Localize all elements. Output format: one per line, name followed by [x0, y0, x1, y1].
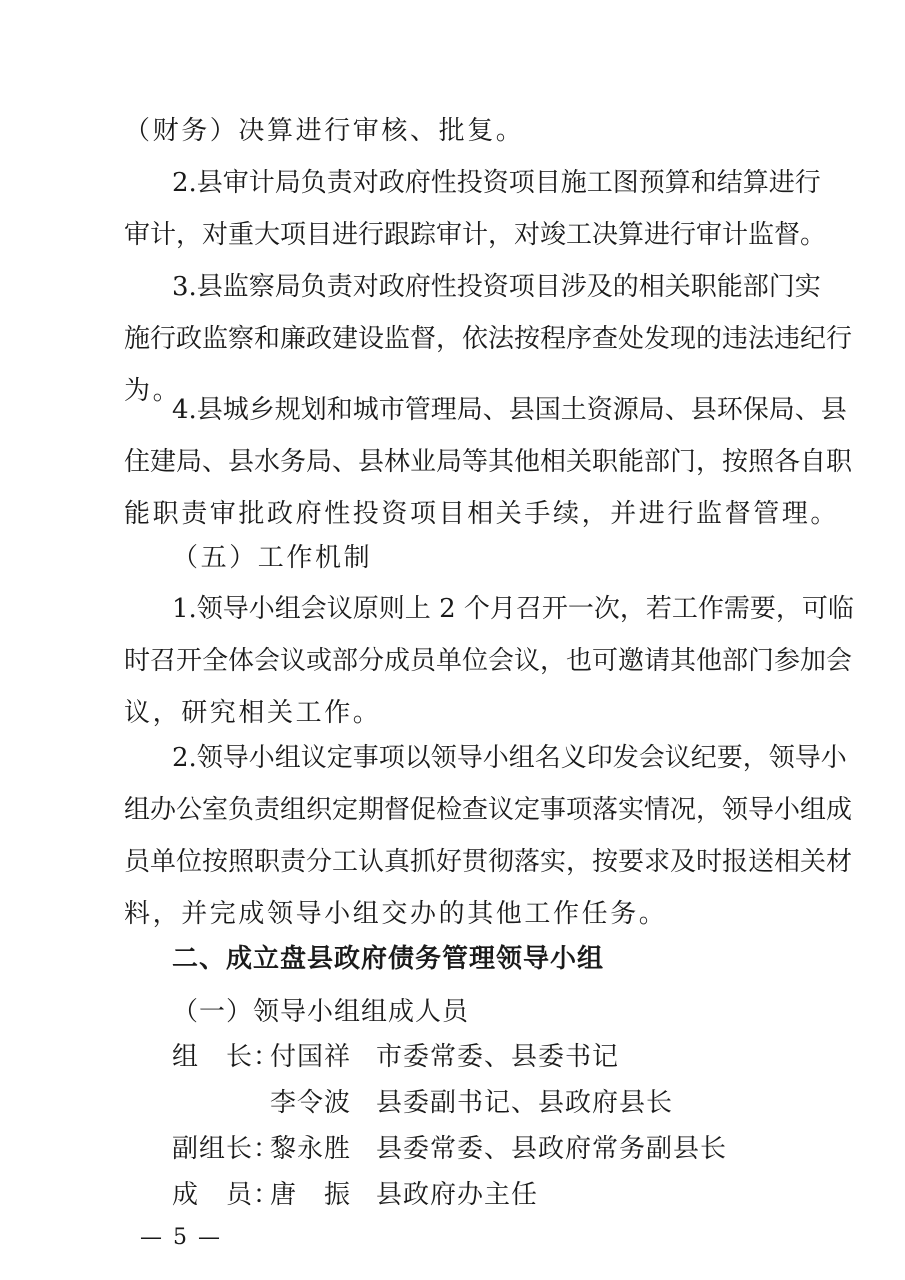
paragraph-line: 3.县监察局负责对政府性投资项目涉及的相关职能部门实 [172, 272, 821, 302]
paragraph-line: 4.县城乡规划和城市管理局、县国土资源局、县环保局、县 [172, 395, 847, 425]
paragraph-line: 1.领导小组会议原则上 2 个月召开一次，若工作需要，可临 [172, 594, 854, 624]
paragraph-line: 时召开全体会议或部分成员单位会议，也可邀请其他部门参加会 [124, 646, 853, 676]
section-heading: （五）工作机制 [172, 543, 373, 573]
section-heading: （一）领导小组组成人员 [172, 997, 470, 1027]
member-title: 县政府办主任 [376, 1180, 539, 1210]
paragraph-line: 议，研究相关工作。 [124, 698, 382, 728]
member-role: 组 长： [172, 1042, 281, 1072]
paragraph-line: 料，并完成领导小组交办的其他工作任务。 [124, 899, 668, 929]
chapter-heading: 二、成立盘县政府债务管理领导小组 [172, 944, 605, 974]
member-title: 县委常委、县政府常务副县长 [376, 1134, 728, 1164]
paragraph-line: 2.领导小组议定事项以领导小组名义印发会议纪要，领导小 [172, 743, 847, 773]
member-role: 成 员： [172, 1180, 281, 1210]
paragraph-line: （财务）决算进行审核、批复。 [124, 116, 525, 146]
paragraph-line: 为。 [124, 376, 182, 406]
member-name: 唐 振 [270, 1180, 352, 1210]
paragraph-line: 2.县审计局负责对政府性投资项目施工图预算和结算进行 [172, 168, 821, 198]
page-number: — 5 — [140, 1225, 222, 1250]
paragraph-line: 审计，对重大项目进行跟踪审计，对竣工决算进行审计监督。 [124, 220, 827, 250]
paragraph-line: 组办公室负责组织定期督促检查议定事项落实情况，领导小组成 [124, 795, 853, 825]
paragraph-line: 住建局、县水务局、县林业局等其他相关职能部门，按照各自职 [124, 447, 853, 477]
member-name: 李令波 [270, 1088, 352, 1118]
paragraph-line: 员单位按照职责分工认真抓好贯彻落实，按要求及时报送相关材 [124, 847, 853, 877]
member-name: 黎永胜 [270, 1134, 352, 1164]
member-name: 付国祥 [270, 1042, 352, 1072]
paragraph-line: 施行政监察和廉政建设监督，依法按程序查处发现的违法违纪行 [124, 324, 853, 354]
member-role: 副组长： [172, 1134, 281, 1164]
paragraph-line: 能职责审批政府性投资项目相关手续，并进行监督管理。 [124, 499, 840, 529]
member-title: 市委常委、县委书记 [376, 1042, 620, 1072]
member-title: 县委副书记、县政府县长 [376, 1088, 674, 1118]
